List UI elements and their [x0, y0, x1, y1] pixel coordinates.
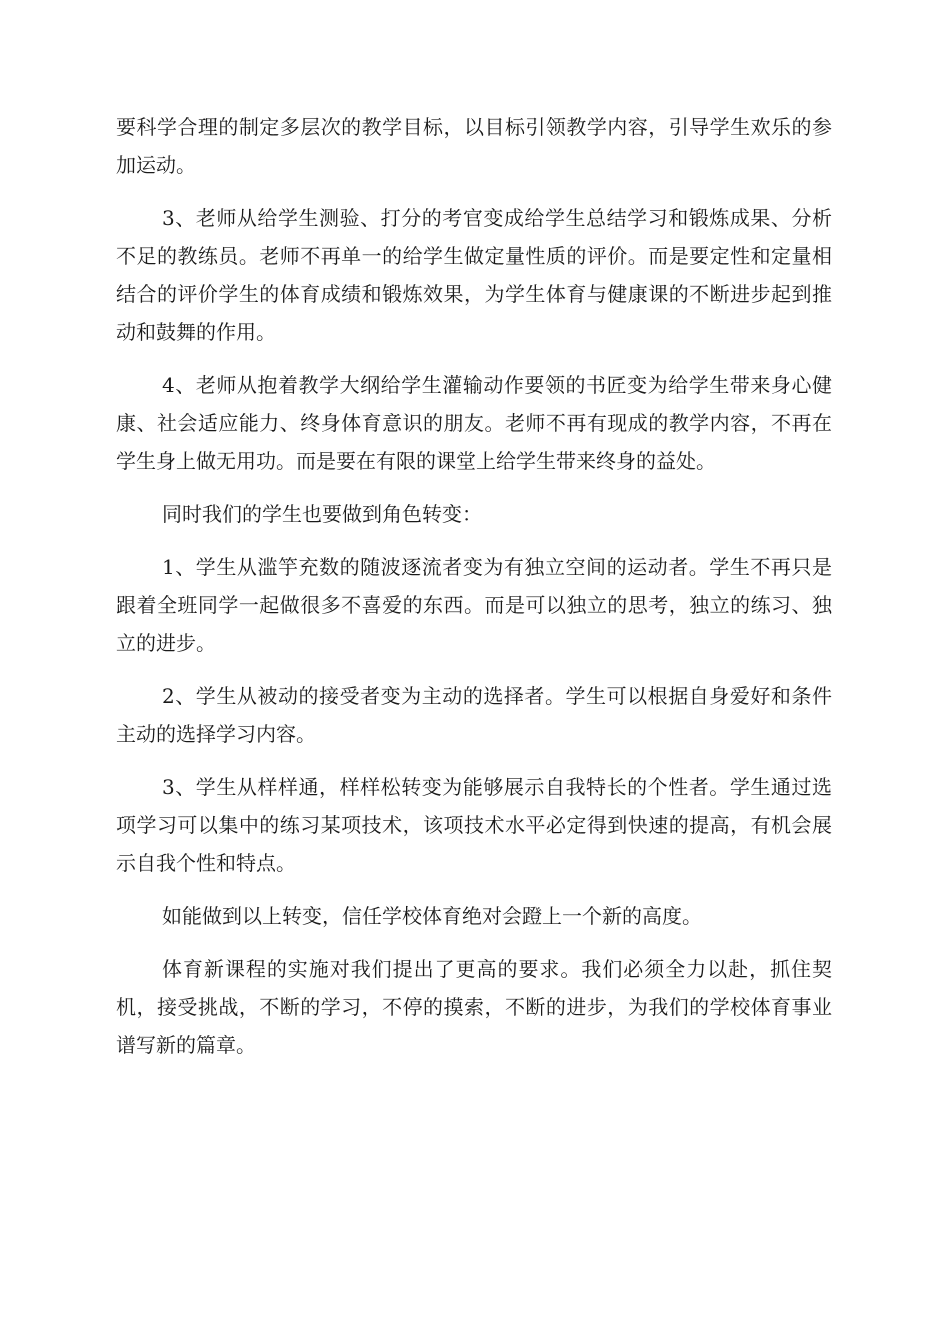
paragraph-summary: 如能做到以上转变，信任学校体育绝对会蹬上一个新的高度。	[162, 904, 702, 928]
paragraph-conclusion: 体育新课程的实施对我们提出了更高的要求。我们必须全力以赴，抓住契机，接受挑战，不断的学习，不停的摸索，不断的进步，为我们的学校体育事业谱写新的篇章。	[116, 957, 832, 1057]
document-page	[116, 108, 832, 1079]
paragraph-student-role-3: 3、学生从样样通，样样松转变为能够展示自我特长的个性者。学生通过选项学习可以集中的练习某项技术，该项技术水平必定得到快速的提高，有机会展示自我个性和特点。	[116, 775, 832, 875]
paragraph-teacher-role-3: 3、老师从给学生测验、打分的考官变成给学生总结学习和锻炼成果、分析不足的教练员。老师不再单一的给学生做定量性质的评价。而是要定性和定量相结合的评价学生的体育成绩和锻炼效果，为学生体育与健康课的不断进步起到推动和鼓舞的作用。	[116, 206, 832, 344]
paragraph-teacher-role-4: 4、老师从抱着教学大纲给学生灌输动作要领的书匠变为给学生带来身心健康、社会适应能力、终身体育意识的朋友。老师不再有现成的教学内容，不再在学生身上做无用功。而是要在有限的课堂上给学生带来终身的益处。	[116, 373, 832, 473]
paragraph-student-role-1: 1、学生从滥竽充数的随波逐流者变为有独立空间的运动者。学生不再只是跟着全班同学一起做很多不喜爱的东西。而是可以独立的思考，独立的练习、独立的进步。	[116, 555, 832, 655]
paragraph-student-intro: 同时我们的学生也要做到角色转变：	[162, 502, 482, 526]
paragraph-student-role-2: 2、学生从被动的接受者变为主动的选择者。学生可以根据自身爱好和条件主动的选择学习内容。	[116, 684, 832, 746]
paragraph-continuation: 要科学合理的制定多层次的教学目标，以目标引领教学内容，引导学生欢乐的参加运动。	[116, 115, 832, 177]
